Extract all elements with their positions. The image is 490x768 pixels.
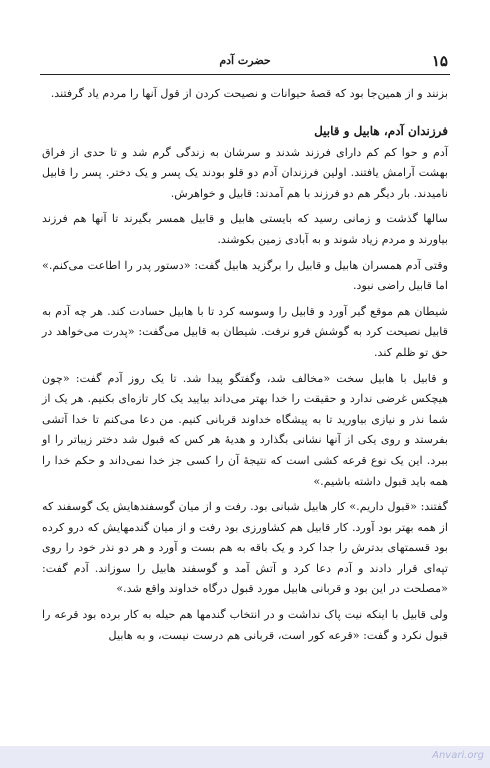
running-title: حضرت آدم: [219, 54, 271, 67]
section-heading: فرزندان آدم، هابیل و قابیل: [314, 123, 448, 138]
header-rule: [40, 74, 450, 75]
paragraph: ولی قابیل با اینکه نیت پاک نداشت و در انتخاب گندمها هم حیله به کار برده بود قرعه را قبول نکرد و گفت: «قرعه کور است، قربانی هم درست نیست، و به هابیل: [42, 608, 448, 642]
page-number: ۱۵: [431, 52, 448, 70]
paragraph: گفتند: «قبول داریم.» کار هابیل شبانی بود. رفت و از میان گوسفندهایش یک گوسفند که از همه بهتر بود آورد. کار قابیل هم کشاورزی بود رفت و از میان گندمهایش که درو کرده بود قسمتهای بدترش را جدا کرد و یک باقه به هم بست و آورد و هر دو نذر خود را روی تپه‌ای قرار دادند و آدم دعا کرد و آتش آمد و گوسفند هابیل را سوزاند. آدم گفت: «مصلحت در این بود و قربانی هابیل مورد قبول درگاه خداوند واقع شد.»: [42, 500, 448, 596]
page-body: [42, 84, 448, 651]
watermark-text: Anvari.org: [432, 750, 484, 761]
paragraph: و قابیل با هابیل سخت «مخالف شد، وگفتگو پیدا شد. تا یک روز آدم گفت: «چون هیچکس غرضی ندارد و حقیقت را خدا بهتر می‌داند بیایید یک کار تازه‌ای بکنیم. هر یک از شما نذر و نیازی بیاورید تا به پیشگاه خداوند قربانی کنیم. من دعا می‌کنم تا خدا آتشی بفرستد و روی یکی از آنها نشانی بگذارد و هدیهٔ هر کس که قبول شد دختر زیباتر را او ببرد. این یک نوع قرعه کشی است که نتیجهٔ آن را کسی جز خدا نمی‌داند و حکم خدا را همه باید قبول داشته باشیم.»: [42, 371, 448, 488]
watermark-bar: [0, 746, 490, 768]
page-header: [40, 50, 450, 72]
paragraph: شیطان هم موقع گیر آورد و قابیل را وسوسه کرد تا با هابیل حسادت کند. هر چه آدم به قابیل نصیحت کرد به گوشش فرو نرفت. شیطان به قابیل می‌گفت: «پدرت می‌خواهد در حق تو ظلم کند.: [42, 304, 448, 359]
paragraph-intro: بزنند و از همین‌جا بود که قصهٔ حیوانات و نصیحت کردن از قول آنها را مردم یاد گرفتند.: [50, 87, 448, 100]
paragraph: آدم و حوا کم کم دارای فرزند شدند و سرشان به زندگی گرم شد و تا حدی از فراق بهشت آرامش یافتند. اولین فرزندان آدم دو قلو بودند یک پسر و یک دختر. پسر را قابیل نامیدند. بار دیگر هم دو فرزند با هم آمدند: قابیل و خواهرش.: [42, 145, 448, 200]
paragraph: وقتی آدم همسران هابیل و قابیل را برگزید هابیل گفت: «دستور پدر را اطاعت می‌کنم.» اما قابیل راضی نبود.: [42, 258, 448, 293]
paragraph: سالها گذشت و زمانی رسید که بایستی هابیل و قابیل همسر بگیرند تا آنها هم فرزند بیاورند و مردم زیاد شوند و به آبادی زمین بکوشند.: [42, 212, 448, 246]
